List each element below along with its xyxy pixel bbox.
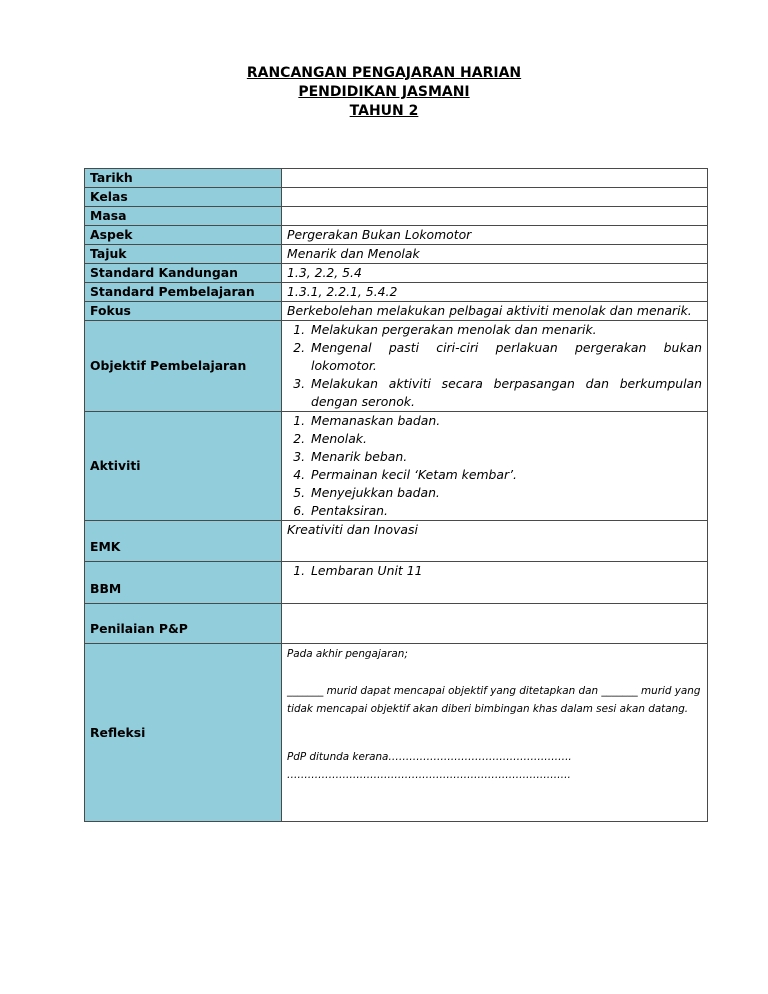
label-objektif: Objektif Pembelajaran (85, 321, 282, 412)
row-aktiviti (85, 412, 708, 521)
refleksi-line-3: PdP ditunda kerana…………………………………………….. (287, 751, 572, 763)
row-tarikh (85, 169, 708, 188)
list-item: 1. Lembaran Unit 11 (309, 562, 702, 580)
label-refleksi: Refleksi (85, 644, 282, 822)
label-penilaian: Penilaian P&P (85, 604, 282, 644)
row-bbm (85, 562, 708, 604)
value-emk: Kreativiti dan Inovasi (282, 521, 708, 562)
list-item: 1. Memanaskan badan. (309, 412, 702, 430)
label-tajuk: Tajuk (85, 245, 282, 264)
value-kelas[interactable] (282, 188, 708, 207)
value-standard-pembelajaran: 1.3.1, 2.2.1, 5.4.2 (282, 283, 708, 302)
list-item: 2. Menolak. (309, 430, 702, 448)
label-tarikh: Tarikh (85, 169, 282, 188)
row-fokus (85, 302, 708, 321)
list-item: 1. Melakukan pergerakan menolak dan menarik. (309, 321, 702, 339)
row-tajuk (85, 245, 708, 264)
document-title (0, 64, 768, 121)
row-emk (85, 521, 708, 562)
row-masa (85, 207, 708, 226)
label-emk: EMK (85, 521, 282, 562)
label-kelas: Kelas (85, 188, 282, 207)
value-tarikh[interactable] (282, 169, 708, 188)
title-line-2: PENDIDIKAN JASMANI (298, 84, 470, 100)
value-bbm (282, 562, 708, 604)
value-tajuk: Menarik dan Menolak (282, 245, 708, 264)
list-item: 4. Permainan kecil ‘Ketam kembar’. (309, 466, 702, 484)
list-item: 6. Pentaksiran. (309, 502, 702, 520)
title-line-3: TAHUN 2 (349, 103, 419, 119)
label-bbm: BBM (85, 562, 282, 604)
label-masa: Masa (85, 207, 282, 226)
title-line-1: RANCANGAN PENGAJARAN HARIAN (246, 65, 522, 81)
refleksi-line-4: ………………………………………………………………………. (287, 769, 571, 781)
lesson-plan-table (84, 168, 708, 822)
value-standard-kandungan: 1.3, 2.2, 5.4 (282, 264, 708, 283)
value-refleksi (282, 644, 708, 822)
list-item: 5. Menyejukkan badan. (309, 484, 702, 502)
value-masa[interactable] (282, 207, 708, 226)
label-standard-pembelajaran: Standard Pembelajaran (85, 283, 282, 302)
label-fokus: Fokus (85, 302, 282, 321)
value-fokus: Berkebolehan melakukan pelbagai aktiviti menolak dan menarik. (282, 302, 708, 321)
row-refleksi (85, 644, 708, 822)
list-item: 3. Menarik beban. (309, 448, 702, 466)
value-aspek: Pergerakan Bukan Lokomotor (282, 226, 708, 245)
row-objektif (85, 321, 708, 412)
label-standard-kandungan: Standard Kandungan (85, 264, 282, 283)
value-aktiviti (282, 412, 708, 521)
row-standard-kandungan (85, 264, 708, 283)
label-aktiviti: Aktiviti (85, 412, 282, 521)
row-penilaian (85, 604, 708, 644)
row-aspek (85, 226, 708, 245)
label-aspek: Aspek (85, 226, 282, 245)
list-item: 2. Mengenal pasti ciri-ciri perlakuan pergerakan bukan lokomotor. (309, 339, 702, 375)
row-standard-pembelajaran (85, 283, 708, 302)
value-objektif (282, 321, 708, 412)
row-kelas (85, 188, 708, 207)
value-penilaian[interactable] (282, 604, 708, 644)
list-item: 3. Melakukan aktiviti secara berpasangan dan berkumpulan dengan seronok. (309, 375, 702, 411)
refleksi-line-1: Pada akhir pengajaran; (287, 648, 408, 660)
refleksi-line-2: _______ murid dapat mencapai objektif yang ditetapkan dan _______ murid yang tidak mencapai objektif akan diberi bimbingan khas dalam sesi akan datang. (287, 685, 701, 715)
